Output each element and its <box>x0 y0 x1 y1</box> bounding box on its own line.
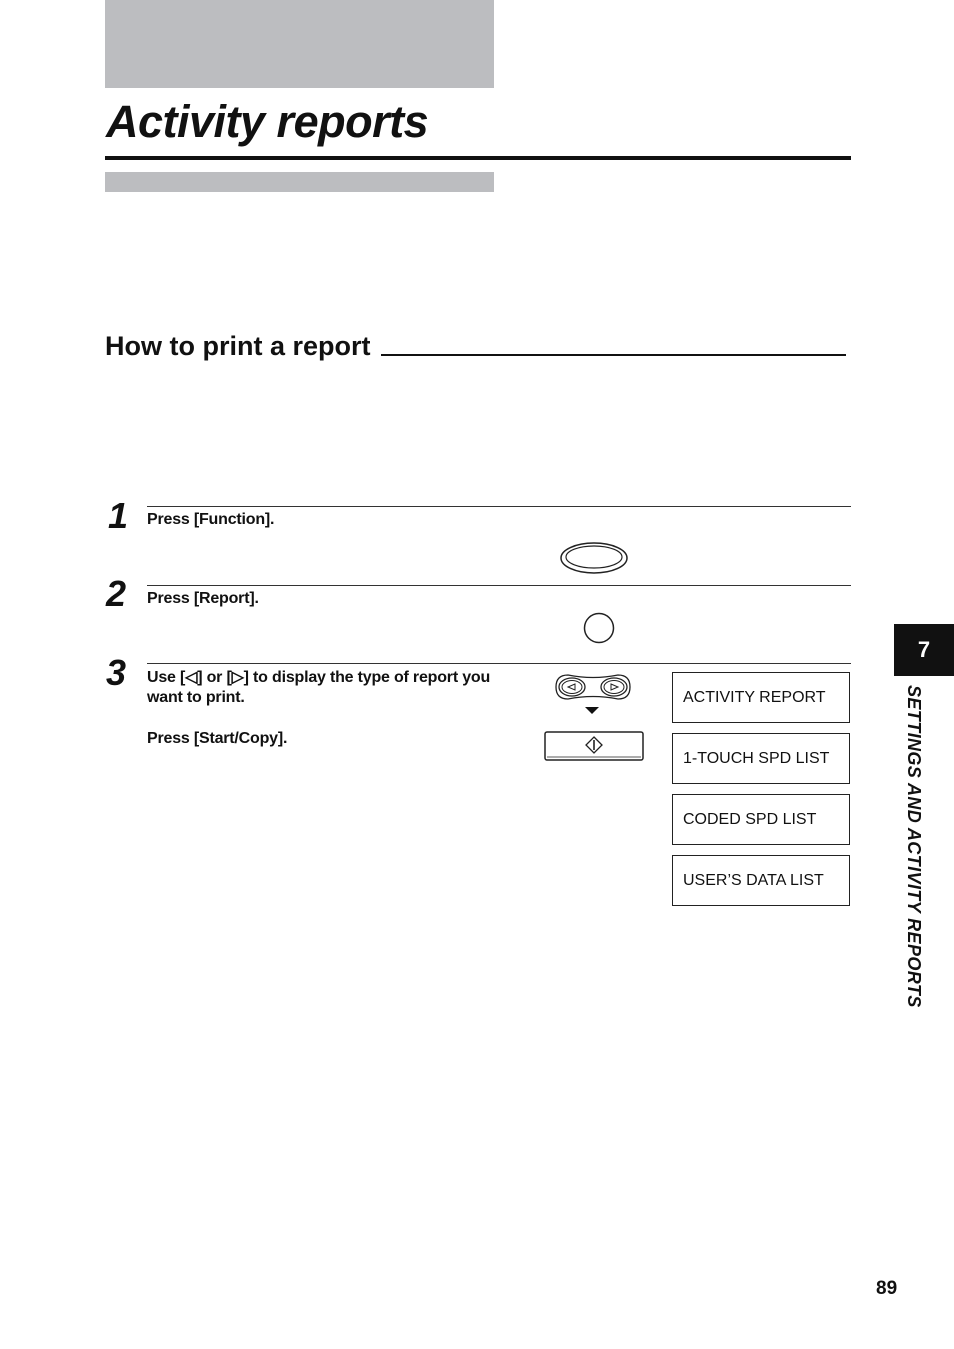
step-number: 3 <box>106 652 127 693</box>
start-copy-button-icon <box>544 731 644 766</box>
function-button-icon <box>558 540 630 581</box>
step-3-text-line-3: Press [Start/Copy]. <box>147 730 288 747</box>
step-3-text-line-2: want to print. <box>147 689 245 706</box>
step-1-text: Press [Function]. <box>147 511 275 528</box>
step-number: 1 <box>108 495 129 536</box>
chapter-side-title: SETTINGS AND ACTIVITY REPORTS <box>904 685 924 1008</box>
chapter-tab: 7 <box>894 624 954 676</box>
lcd-display-option: 1-TOUCH SPD LIST <box>672 733 850 784</box>
step-divider <box>147 663 851 664</box>
title-rule <box>105 156 851 160</box>
subtitle-gray-band <box>105 172 494 192</box>
section-heading-text: How to print a report <box>105 331 371 361</box>
step-3-text-line-1: Use [◁] or [▷] to display the type of report you <box>147 669 491 686</box>
lcd-display-option: CODED SPD LIST <box>672 794 850 845</box>
lcd-display-option: ACTIVITY REPORT <box>672 672 850 723</box>
heading-rule <box>381 354 847 356</box>
page-number: 89 <box>876 1278 898 1299</box>
report-button-icon <box>582 612 616 651</box>
step-number: 2 <box>106 573 127 614</box>
step-divider <box>147 506 851 507</box>
down-arrow-icon <box>585 702 599 720</box>
lcd-display-option: USER’S DATA LIST <box>672 855 850 906</box>
step-divider <box>147 585 851 586</box>
section-heading <box>105 331 851 362</box>
header-gray-band <box>105 0 494 88</box>
page-title: Activity reports <box>106 96 429 147</box>
step-2-text: Press [Report]. <box>147 590 259 607</box>
